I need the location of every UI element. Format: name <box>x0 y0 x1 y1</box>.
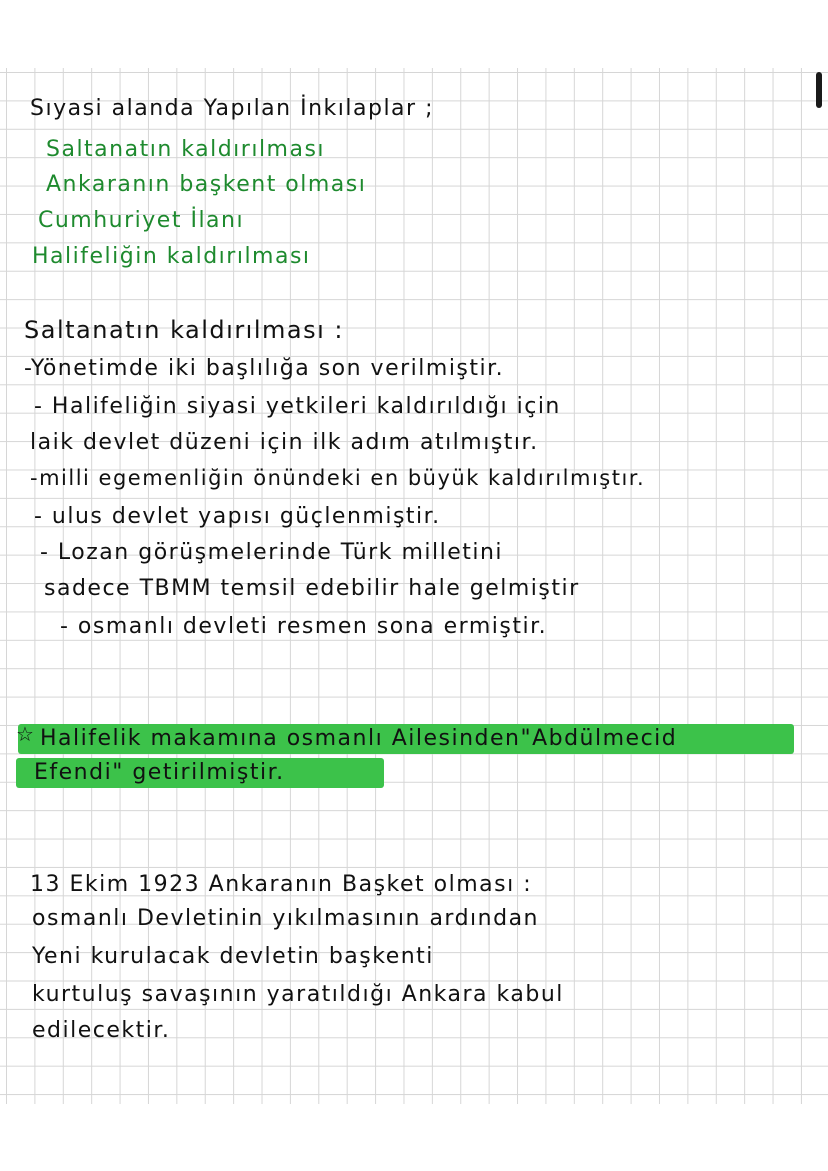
note-line: Halifelik makamına osmanlı Ailesinden"Abdülmecid <box>40 726 678 751</box>
section3-line: osmanlı Devletinin yıkılmasının ardından <box>32 906 539 931</box>
section3-line: edilecektir. <box>32 1018 171 1043</box>
scrollbar[interactable] <box>816 72 822 108</box>
section2-line: - ulus devlet yapısı güçlenmiştir. <box>34 504 441 529</box>
section2-line: laik devlet düzeni için ilk adım atılmıştır. <box>30 430 539 455</box>
section1-item: Cumhuriyet İlanı <box>38 208 245 233</box>
section3-line: Yeni kurulacak devletin başkenti <box>32 944 434 969</box>
section2-line: - Lozan görüşmelerinde Türk milletini <box>40 540 504 565</box>
star-icon: ☆ <box>16 722 34 746</box>
section2-line: sadece TBMM temsil edebilir hale gelmiştir <box>44 576 580 601</box>
section2-heading: Saltanatın kaldırılması : <box>24 316 344 344</box>
section1-heading: Sıyasi alanda Yapılan İnkılaplar ; <box>30 96 434 121</box>
section1-item: Saltanatın kaldırılması <box>46 137 326 162</box>
section3-heading: 13 Ekim 1923 Ankaranın Başket olması : <box>30 872 533 897</box>
section2-line: - osmanlı devleti resmen sona ermiştir. <box>60 614 548 639</box>
note-line: Efendi" getirilmiştir. <box>34 760 285 785</box>
section1-item: Ankaranın başkent olması <box>46 172 367 197</box>
section2-line: -milli egemenliğin önündeki en büyük kaldırılmıştır. <box>30 466 646 490</box>
section3-line: kurtuluş savaşının yaratıldığı Ankara kabul <box>32 982 564 1007</box>
section2-line: - Halifeliğin siyasi yetkileri kaldırıldığı için <box>34 394 561 419</box>
section2-line: -Yönetimde iki başlılığa son verilmiştir. <box>24 356 505 381</box>
section1-item: Halifeliğin kaldırılması <box>32 244 311 269</box>
